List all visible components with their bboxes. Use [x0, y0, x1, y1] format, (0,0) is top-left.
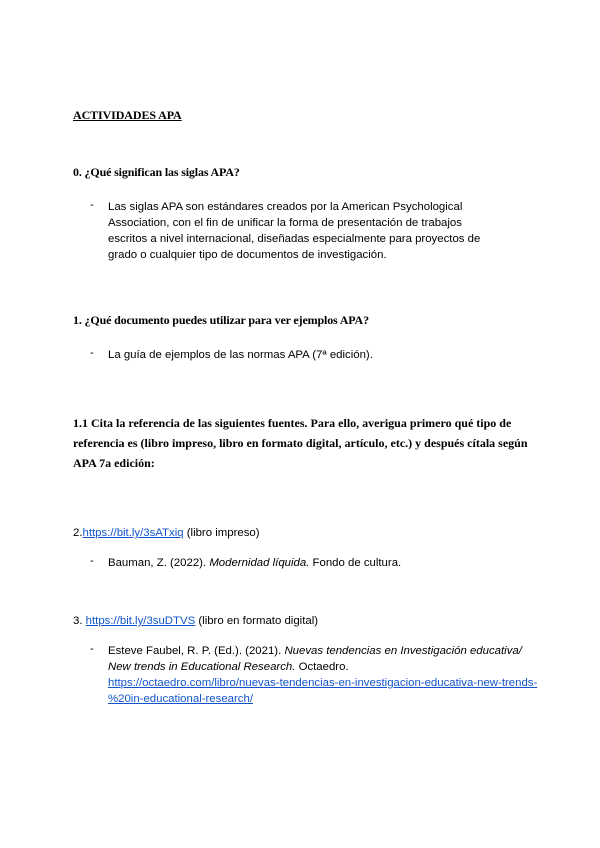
bullet-dash: -: [90, 347, 94, 359]
item-3-ref-title-1: Nuevas tendencias en Investigación educativa/: [284, 645, 522, 657]
item-3-source: [73, 613, 318, 629]
question-1-1: [73, 413, 533, 473]
item-3-reference: [108, 643, 548, 707]
item-3-ref-title-2: New trends in Educational Research.: [108, 661, 296, 673]
question-1-1-line: 1.1 Cita la referencia de las siguientes fuentes. Para ello, averigua primero qué tipo de: [73, 416, 512, 430]
item-2-ref-publisher: Fondo de cultura.: [309, 557, 402, 569]
answer-0-line: Las siglas APA son estándares creados por la American Psychological: [108, 201, 463, 213]
item-2-ref-title: Modernidad líquida.: [209, 557, 310, 569]
answer-0-line: Association, con el fin de unificar la forma de presentación de trabajos: [108, 217, 462, 229]
item-2-ref-author: Bauman, Z. (2022).: [108, 557, 210, 569]
answer-1: La guía de ejemplos de las normas APA (7ª edición).: [108, 349, 373, 361]
bullet-dash: -: [90, 555, 94, 567]
answer-0-line: escritos a nivel internacional, diseñadas especialmente para proyectos de: [108, 233, 481, 245]
item-3-ref-line: [108, 675, 548, 691]
item-3-note: (libro en formato digital): [195, 615, 319, 627]
item-3-number: 3.: [73, 615, 86, 627]
answer-0-line: grado o cualquier tipo de documentos de investigación.: [108, 249, 387, 261]
question-0: 0. ¿Qué significan las siglas APA?: [73, 165, 240, 179]
bullet-dash: -: [90, 199, 94, 211]
question-1-1-line: referencia es (libro impreso, libro en formato digital, artículo, etc.) y después cítala según: [73, 436, 528, 450]
question-1: 1. ¿Qué documento puedes utilizar para ver ejemplos APA?: [73, 313, 369, 327]
item-3-ref-line: [108, 643, 548, 659]
item-3-url-line-2[interactable]: %20in-educational-research/: [108, 693, 253, 705]
item-2-reference: [108, 555, 401, 571]
item-2-note: (libro impreso): [183, 527, 260, 539]
item-3-ref-publisher: Octaedro.: [295, 661, 349, 673]
item-3-url-line-1[interactable]: https://octaedro.com/libro/nuevas-tendencias-en-investigacion-educativa-new-trends-: [108, 677, 538, 689]
item-2-number: 2.: [73, 527, 83, 539]
question-1-1-line: APA 7a edición:: [73, 456, 155, 470]
item-2-source: [73, 525, 260, 541]
item-3-ref-line: [108, 659, 548, 675]
item-2-link[interactable]: https://bit.ly/3sATxiq: [82, 527, 184, 539]
item-3-ref-line: [108, 691, 548, 707]
answer-0: [108, 199, 538, 263]
document-title: ACTIVIDADES APA: [73, 108, 182, 122]
item-3-link[interactable]: https://bit.ly/3suDTVS: [85, 615, 196, 627]
item-3-ref-author: Esteve Faubel, R. P. (Ed.). (2021).: [108, 645, 285, 657]
bullet-dash: -: [90, 643, 94, 655]
